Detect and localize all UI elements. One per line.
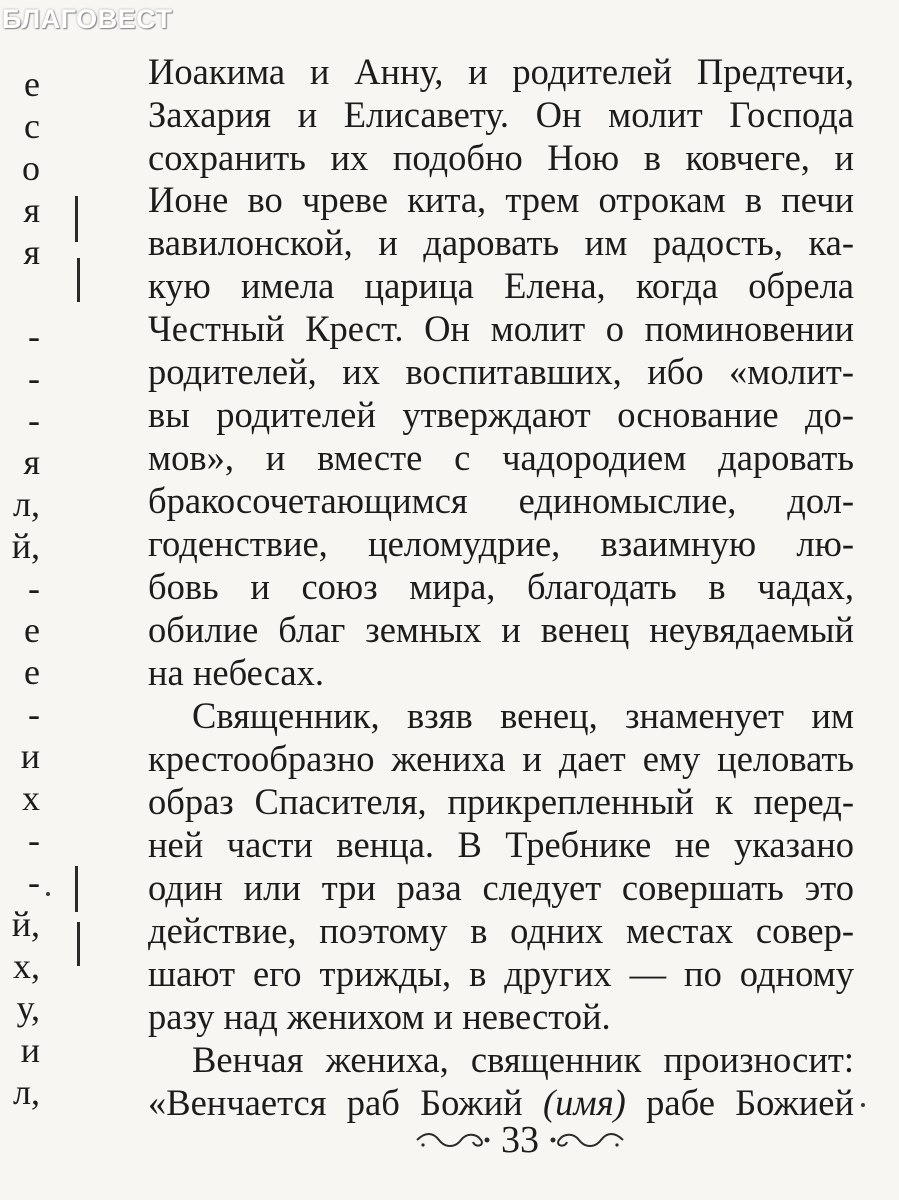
text-line: бракосочетающимся единомыслие, дол- <box>148 480 854 521</box>
text-line-with-italic: «Венчается раб Божий (имя) рабе Божией <box>148 1082 854 1123</box>
previous-page-edge <box>0 0 40 1112</box>
text-line: родителей, их воспитавших, ибо «молит- <box>148 351 854 392</box>
margin-fragment: - <box>28 568 40 608</box>
margin-fragment: у, <box>16 988 40 1028</box>
page-number: 33 <box>501 1119 539 1161</box>
text-line: мов», и вместе с чадородием даровать <box>148 437 854 478</box>
speck <box>861 1103 865 1107</box>
text-line: разу над женихом и невестой. <box>148 996 611 1037</box>
text-line: крестообразно жениха и дает ему целовать <box>148 738 854 779</box>
text-line: образ Спасителя, прикрепленный к перед- <box>148 781 854 822</box>
text-line: Иоакима и Анну, и родителей Предтечи, <box>148 51 854 92</box>
text-line: на небесах. <box>148 652 325 693</box>
margin-fragment: я <box>23 190 40 230</box>
text-line: ней части венца. В Требнике не указано <box>148 824 854 865</box>
margin-fragment: л, <box>13 1072 40 1112</box>
text-line: обилие благ земных и венец неувядаемый <box>148 609 854 650</box>
text-line: шают его трижды, в других — по одному <box>148 953 854 994</box>
right-flourish-ornament <box>549 1129 625 1151</box>
text-line: Ионе во чреве кита, трем отрокам в печи <box>148 179 854 220</box>
text-line: сохранить их подобно Ною в ковчеге, и <box>148 137 854 178</box>
margin-fragment: й, <box>11 904 40 944</box>
text-line: вы родителей утверждают основание до- <box>148 394 854 435</box>
margin-fragment: - <box>28 862 40 902</box>
margin-fragment: я <box>23 232 40 272</box>
text-line: Венчая жениха, священник произносит: <box>192 1039 854 1080</box>
text-line: Честный Крест. Он молит о поминовении <box>148 308 854 349</box>
margin-fragment: е <box>24 652 40 692</box>
margin-fragment: х, <box>13 946 40 986</box>
margin-fragment: - <box>28 316 40 356</box>
left-flourish-ornament <box>415 1129 491 1151</box>
margin-mark <box>75 196 78 242</box>
margin-mark <box>77 258 80 302</box>
page-footer <box>400 1118 640 1162</box>
margin-fragment: и <box>20 736 40 776</box>
margin-fragment: х <box>22 778 40 818</box>
margin-fragment: - <box>28 694 40 734</box>
watermark-logo: БЛАГОВЕСТ <box>2 4 173 34</box>
margin-fragment: я <box>23 442 40 482</box>
margin-fragment: и <box>20 1030 40 1070</box>
margin-mark <box>75 866 78 912</box>
speck <box>46 892 50 896</box>
text-line: годенствие, целомудрие, взаимную лю- <box>148 523 854 564</box>
text-line: один или три раза следует совершать это <box>148 867 854 908</box>
margin-fragment: й, <box>11 526 40 566</box>
margin-fragment: е <box>24 64 40 104</box>
margin-fragment: с <box>24 106 40 146</box>
placeholder-name-italic: (имя) <box>543 1082 626 1123</box>
page-body-text <box>148 0 854 1123</box>
margin-fragment: - <box>28 820 40 860</box>
text-line: Захария и Елисавету. Он молит Господа <box>148 94 854 135</box>
text-line: кую имела царица Елена, когда обрела <box>148 265 854 306</box>
margin-fragment: е <box>24 610 40 650</box>
text-line: Священник, взяв венец, знаменует им <box>192 695 854 736</box>
text-line: бовь и союз мира, благодать в чадах, <box>148 566 854 607</box>
margin-mark <box>77 922 80 966</box>
margin-fragment: л, <box>13 484 40 524</box>
margin-fragment: - <box>28 400 40 440</box>
margin-fragment: - <box>28 358 40 398</box>
margin-fragment: о <box>22 148 40 188</box>
text-line: вавилонской, и даровать им радость, ка- <box>148 222 854 263</box>
text-line: действие, поэтому в одних местах совер- <box>148 910 854 951</box>
